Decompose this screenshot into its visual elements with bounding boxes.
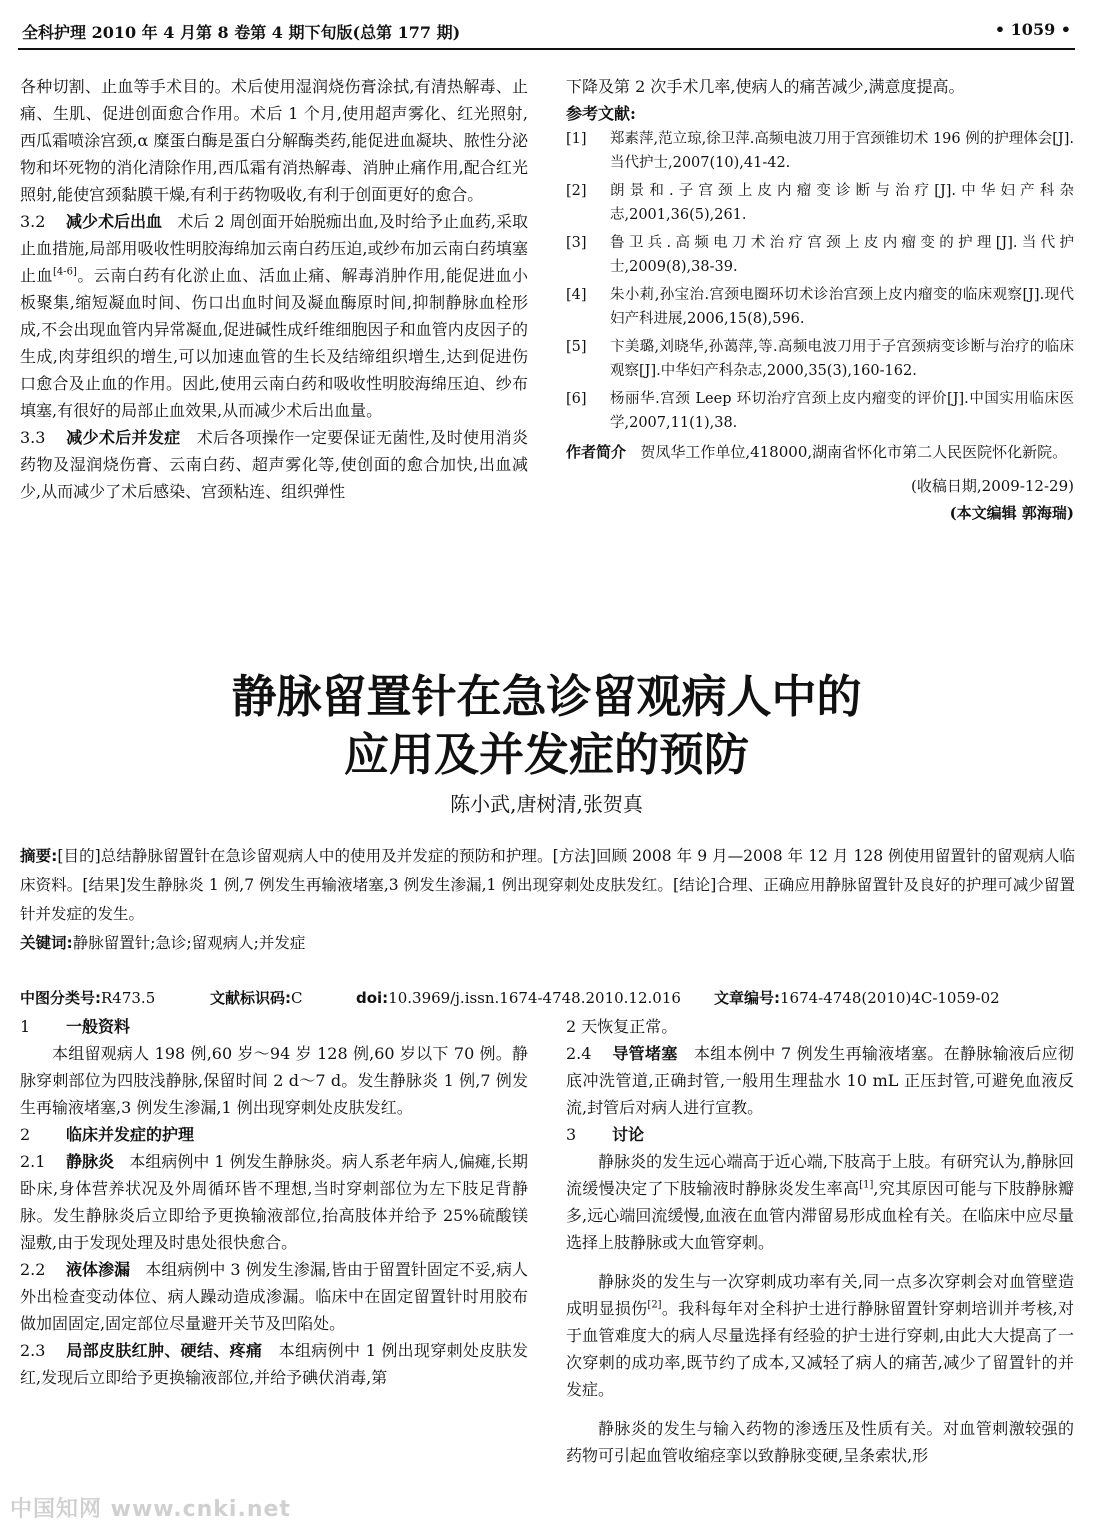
abstract [20,842,1075,929]
paragraph: 下降及第 2 次手术几率,使病人的痛苦减少,满意度提高。 [566,77,965,96]
section-2-4 [566,1040,1074,1121]
section-number: 2 [20,1125,31,1144]
section-text: 术后 2 周创面开始脱痂出血,及时给予止血药,采取止血措施,局部用吸收性明胶海绵加云南白药压迫,或纱布加云南白药填塞止血 [20,212,528,285]
reference-item [566,387,1074,435]
editor-note: (本文编辑 郭海瑞) [949,504,1074,522]
section-2-heading [20,1121,528,1148]
article-number [714,987,1000,1008]
reference-text: 郑素萍,范立琼,徐卫萍.高频电波刀用于宫颈锥切术 196 例的护理体会[J].当代护士,2007(10),41-42. [610,131,1074,171]
clc-value: R473.5 [101,989,156,1007]
paragraph-text: ,究其原因可能与下肢静脉瓣多,远心端回流缓慢,血液在血管内滞留易形成血栓有关。在临床中应尽量选择上肢静脉或大血管穿刺。 [566,1179,1074,1252]
doi [356,989,714,1007]
section-2-3 [20,1337,528,1391]
artno-value: 1674-4748(2010)4C-1059-02 [780,989,1000,1007]
section-number: 1 [20,1017,31,1036]
reference-text: 鲁卫兵.高频电刀术治疗宫颈上皮内瘤变的护理[J].当代护士,2009(8),38-39. [610,235,1074,275]
journal-header: 全科护理 2010 年 4 月第 8 卷第 4 期下旬版(总第 177 期) [22,23,461,42]
section-3-3 [20,424,528,505]
reference-item [566,127,1074,175]
prev-article-left-column [20,73,528,505]
reference-number: [1] [566,131,587,147]
reference-number: [6] [566,391,587,407]
keywords [20,929,1075,958]
article-right-column [566,1013,1074,1469]
header-rule [18,48,1075,50]
artno-label: 文章编号: [714,989,780,1007]
section-title: 临床并发症的护理 [66,1125,195,1144]
section-number: 2.1 [20,1152,46,1171]
section-title: 静脉炎 [66,1152,115,1171]
doi-label: doi: [356,989,389,1007]
paragraph [566,1148,1074,1256]
section-3-2 [20,208,528,424]
section-3-heading [566,1121,1074,1148]
cnki-watermark: 中国知网 www.cnki.net [10,1497,291,1522]
article-title-line-2: 应用及并发症的预防 [343,728,749,781]
section-title: 一般资料 [66,1017,131,1036]
document-code [210,987,356,1008]
paragraph-text: 静脉炎的发生远心端高于近心端,下肢高于上肢。有研究认为,静脉回流缓慢决定了下肢输液时静脉炎发生率高 [566,1152,1074,1198]
doccode-label: 文献标识码: [210,989,291,1007]
section-title: 减少术后出血 [66,212,163,231]
section-text: 。云南白药有化淤止血、活血止痛、解毒消肿作用,能促进血小板聚集,缩短凝血时间、伤口出血时间及凝血酶原时间,抑制静脉血栓形成,不会出现血管内异常凝血,促进碱性成纤维细胞因子和血管内皮因子的生成,肉芽组织的增生,可以加速血管的生长及结缔组织增生,达到促进伤口愈合及止血的作用。因此,使用云南白药和吸收性明胶海绵压迫、纱布填塞,有很好的局部止血效果,从而减少术后出血量。 [20,266,528,420]
keywords-label: 关键词: [20,934,73,952]
paragraph: 各种切割、止血等手术目的。术后使用湿润烧伤膏涂拭,有清热解毒、止痛、生肌、促进创面愈合作用。术后 1 个月,使用超声雾化、红光照射,西瓜霜喷涂宫颈,α 糜蛋白酶是蛋白分解酶类药,能促进血凝块、脓性分泌物和坏死物的消化清除作用,西瓜霜有消热解毒、消肿止痛作用,配合红光照射,能使宫颈黏膜干燥,有利于药物吸收,有利于创面更好的愈合。 [20,77,528,204]
article-title-line-1: 静脉留置针在急诊留观病人中的 [231,670,862,723]
section-text: 术后各项操作一定要保证无菌性,及时使用消炎药物及湿润烧伤膏、云南白药、超声雾化等,使创面的愈合加快,出血减少,从而减少了术后感染、宫颈粘连、组织弹性 [20,428,528,501]
section-number: 3.3 [20,428,46,447]
section-title: 讨论 [612,1125,645,1144]
section-text: 本组病例中 1 例出现穿刺处皮肤发红,发现后立即给予更换输液部位,并给予碘伏消毒,第 [20,1341,528,1387]
reference-number: [3] [566,235,587,251]
abstract-block [20,842,1075,958]
section-number: 2.3 [20,1341,46,1360]
section-title: 导管堵塞 [612,1044,678,1063]
section-number: 3 [566,1125,577,1144]
doi-value: 10.3969/j.issn.1674-4748.2010.12.016 [388,989,681,1007]
references-heading: 参考文献: [566,104,636,123]
reference-item [566,283,1074,331]
doccode-value: C [291,989,303,1007]
paragraph: 静脉炎的发生与输入药物的渗透压及性质有关。对血管刺激较强的药物可引起血管收缩痉挛以致静脉变硬,呈条索状,形 [566,1419,1074,1465]
author-note [566,439,1074,465]
article-left-column [20,1013,528,1391]
paragraph-text: 。我科每年对全科护士进行静脉留置针穿刺培训并考核,对于血管难度大的病人尽量选择有经验的护士进行穿刺,由此大大提高了一次穿刺的成功率,既节约了成本,又减轻了病人的痛苦,减少了留置针的并发症。 [566,1299,1074,1399]
citation: [2] [647,1299,662,1311]
abstract-text: [目的]总结静脉留置针在急诊留观病人中的使用及并发症的预防和护理。[方法]回顾 2008 年 9 月—2008 年 12 月 128 例使用留置针的留观病人临床资料。[结果]发生静脉炎 1 例,7 例发生再输液堵塞,3 例发生渗漏,1 例出现穿刺处皮肤发红。[结论]合理、正确应用静脉留置针及良好的护理可减少留置针并发症的发生。 [20,847,1075,923]
section-2-2 [20,1256,528,1337]
paragraph: 2 天恢复正常。 [566,1017,678,1036]
section-1-heading [20,1013,528,1040]
paragraph: 本组留观病人 198 例,60 岁～94 岁 128 例,60 岁以下 70 例。静脉穿刺部位为四肢浅静脉,保留时间 2 d～7 d。发生静脉炎 1 例,7 例发生再输液堵塞,3 例发生渗漏,1 例出现穿刺处皮肤发红。 [20,1044,528,1117]
clc-label: 中图分类号: [20,989,101,1007]
paragraph [566,1268,1074,1403]
author-note-text: 贺凤华工作单位,418000,湖南省怀化市第二人民医院怀化新院。 [640,443,1068,461]
reference-text: 卞美璐,刘晓华,孙蔼萍,等.高频电波刀用于子宫颈病变诊断与治疗的临床观察[J].中华妇产科杂志,2000,35(3),160-162. [610,339,1074,379]
section-text: 本组病例中 3 例发生渗漏,皆由于留置针固定不妥,病人外出检查变动体位、病人躁动造成渗漏。临床中在固定留置针时用胶布做加固固定,固定部位尽量避开关节及凹陷处。 [20,1260,528,1333]
section-2-1 [20,1148,528,1256]
reference-number: [5] [566,339,587,355]
keywords-text: 静脉留置针;急诊;留观病人;并发症 [72,934,306,952]
reference-number: [2] [566,183,587,199]
citation: [1] [859,1179,874,1191]
author-note-label: 作者简介 [566,443,627,461]
paragraph-text: 静脉炎的发生与一次穿刺成功率有关,同一点多次穿刺会对血管壁造成明显损伤 [566,1272,1074,1318]
classification-line [20,987,1075,1008]
prev-article-right-column [566,73,1074,527]
reference-item [566,335,1074,383]
section-text: 本组病例中 1 例发生静脉炎。病人系老年病人,偏瘫,长期卧床,身体营养状况及外周循环皆不理想,当时穿刺部位为左下肢足背静脉。发生静脉炎后立即给予更换输液部位,抬高肢体并给予 25%硫酸镁湿敷,由于发现处理及时患处很快愈合。 [20,1152,528,1252]
received-date: (收稿日期,2009-12-29) [911,477,1074,495]
section-title: 减少术后并发症 [66,428,181,447]
section-title: 局部皮肤红肿、硬结、疼痛 [66,1341,263,1360]
section-title: 液体渗漏 [66,1260,131,1279]
citation: [4-6] [53,266,77,278]
section-number: 3.2 [20,212,46,231]
reference-text: 杨丽华.宫颈 Leep 环切治疗宫颈上皮内瘤变的评价[J].中国实用临床医学,2007,11(1),38. [610,391,1074,431]
article-authors: 陈小武,唐树清,张贺真 [450,792,643,816]
reference-item [566,231,1074,279]
reference-text: 朱小莉,孙宝治.宫颈电圈环切术诊治宫颈上皮内瘤变的临床观察[J].现代妇产科进展,2006,15(8),596. [610,287,1074,327]
section-number: 2.2 [20,1260,46,1279]
reference-item [566,179,1074,227]
section-number: 2.4 [566,1044,592,1063]
page-number: • 1059 • [994,20,1071,39]
reference-list [566,127,1074,435]
abstract-label: 摘要: [20,847,58,865]
clc-code [20,987,210,1008]
reference-number: [4] [566,287,587,303]
section-text: 本组本例中 7 例发生再输液堵塞。在静脉输液后应彻底冲洗管道,正确封管,一般用生理盐水 10 mL 正压封管,可避免血液反流,封管后对病人进行宣教。 [566,1044,1074,1117]
reference-text: 朗景和.子宫颈上皮内瘤变诊断与治疗[J].中华妇产科杂志,2001,36(5),261. [610,183,1074,223]
